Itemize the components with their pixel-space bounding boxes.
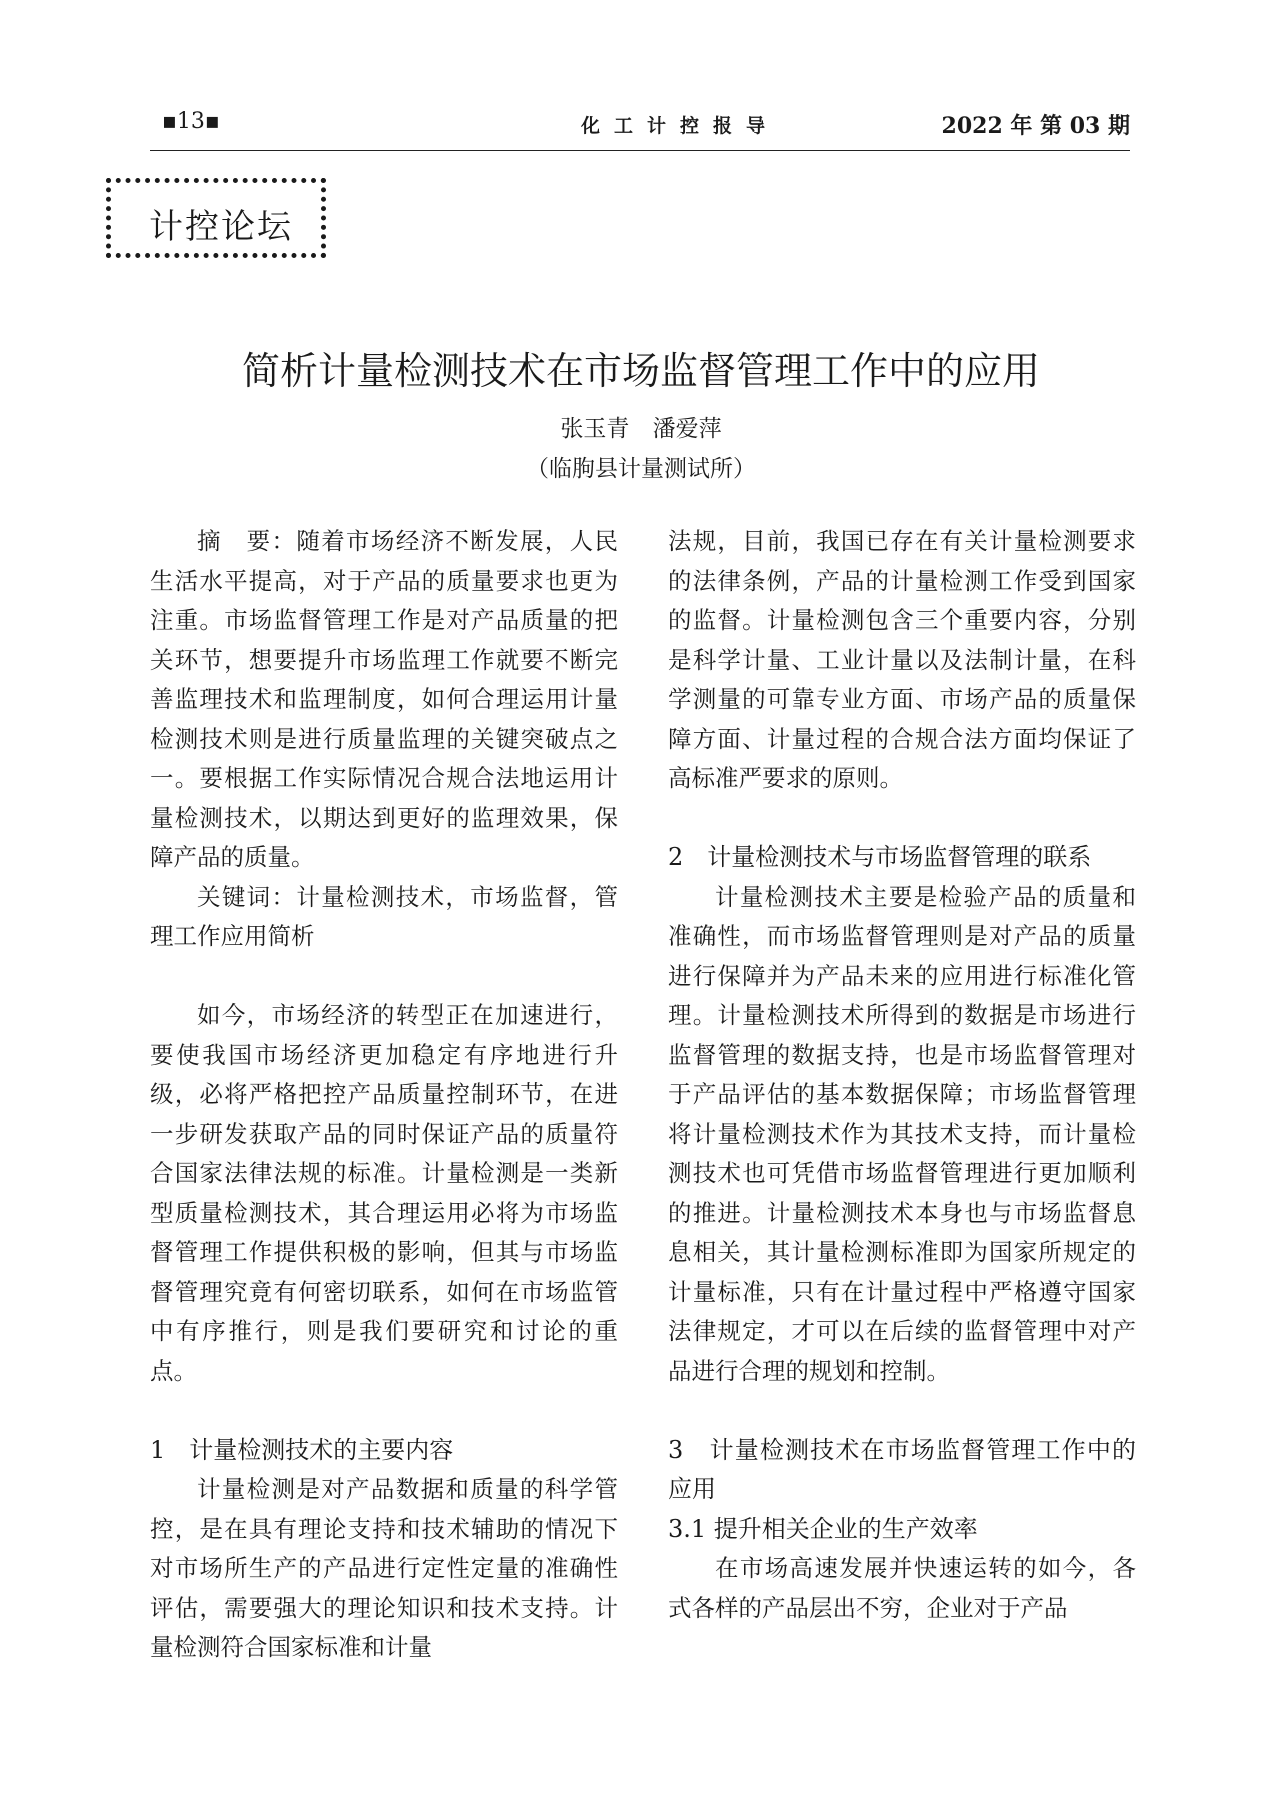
journal-name: 化工计控报导 [580,115,779,137]
section-2-paragraph: 计量检测技术主要是检验产品的质量和准确性，而市场监督管理则是对产品的质量进行保障并为产品未来的应用进行标准化管理。计量检测技术所得到的数据是市场进行监督管理的数据支持，也是市场监督管理对于产品评估的基本数据保障；市场监督管理将计量检测技术作为其技术支持，而计量检测技术也可凭借市场监督管理进行更加顺利的推进。计量检测技术本身也与市场监督息息相关，其计量检测标准即为国家所规定的计量标准，只有在计量过程中严格遵守国家法律规定，才可以在后续的监督管理中对产品进行合理的规划和控制。 [668,882,1136,1385]
issue-label: 2022 年 第 03 期 [941,113,1130,139]
abstract: 摘 要：随着市场经济不断发展，人民生活水平提高，对于产品的质量要求也更为注重。市场监督管理工作是对产品质量的把关环节，想要提升市场监理工作就要不断完善监理技术和监理制度，如何合理运用计量检测技术则是进行质量监理的关键突破点之一。要根据工作实际情况合规合法地运用计量检测技术，以期达到更好的监理效果，保障产品的质量。 [150,527,618,871]
section-3-heading: 3 计量检测技术在市场监督管理工作中的应用 [668,1435,1136,1503]
running-header [150,105,1130,145]
column-label: 计控论坛 [149,207,293,247]
article-title: 简析计量检测技术在市场监督管理工作中的应用 [241,349,1040,393]
affiliation: （临朐县计量测试所） [526,456,756,482]
column-label-box [106,178,326,258]
continued-paragraph: 法规，目前，我国已存在有关计量检测要求的法律条例，产品的计量检测工作受到国家的监督。计量检测包含三个重要内容，分别是科学计量、工业计量以及法制计量，在科学测量的可靠专业方面、市场产品的质量保障方面、计量过程的合规合法方面均保证了高标准严要求的原则。 [668,527,1136,792]
section-3-1-heading: 3.1 提升相关企业的生产效率 [668,1514,978,1543]
right-column [668,522,1136,1628]
section-1-heading: 1 计量检测技术的主要内容 [150,1435,454,1464]
left-column [150,522,618,1668]
section-3-1-paragraph: 在市场高速发展并快速运转的如今，各式各样的产品层出不穷，企业对于产品 [668,1554,1136,1622]
page-number: ▪13▪ [162,109,220,134]
introduction-paragraph: 如今，市场经济的转型正在加速进行，要使我国市场经济更加稳定有序地进行升级，必将严格把控产品质量控制环节，在进一步研发获取产品的同时保证产品的质量符合国家法律法规的标准。计量检测是一类新型质量检测技术，其合理运用必将为市场监督管理工作提供积极的影响，但其与市场监督管理究竟有何密切联系，如何在市场监管中有序推行，则是我们要研究和讨论的重点。 [150,1001,618,1385]
authors: 张玉青 潘爱萍 [560,416,722,442]
keywords: 关键词：计量检测技术，市场监督，管理工作应用简析 [150,882,618,950]
header-rule [150,150,1130,151]
section-1-paragraph: 计量检测是对产品数据和质量的科学管控，是在具有理论支持和技术辅助的情况下对市场所生产的产品进行定性定量的准确性评估，需要强大的理论知识和技术支持。计量检测符合国家标准和计量 [150,1475,618,1661]
section-2-heading: 2 计量检测技术与市场监督管理的联系 [668,843,1092,871]
